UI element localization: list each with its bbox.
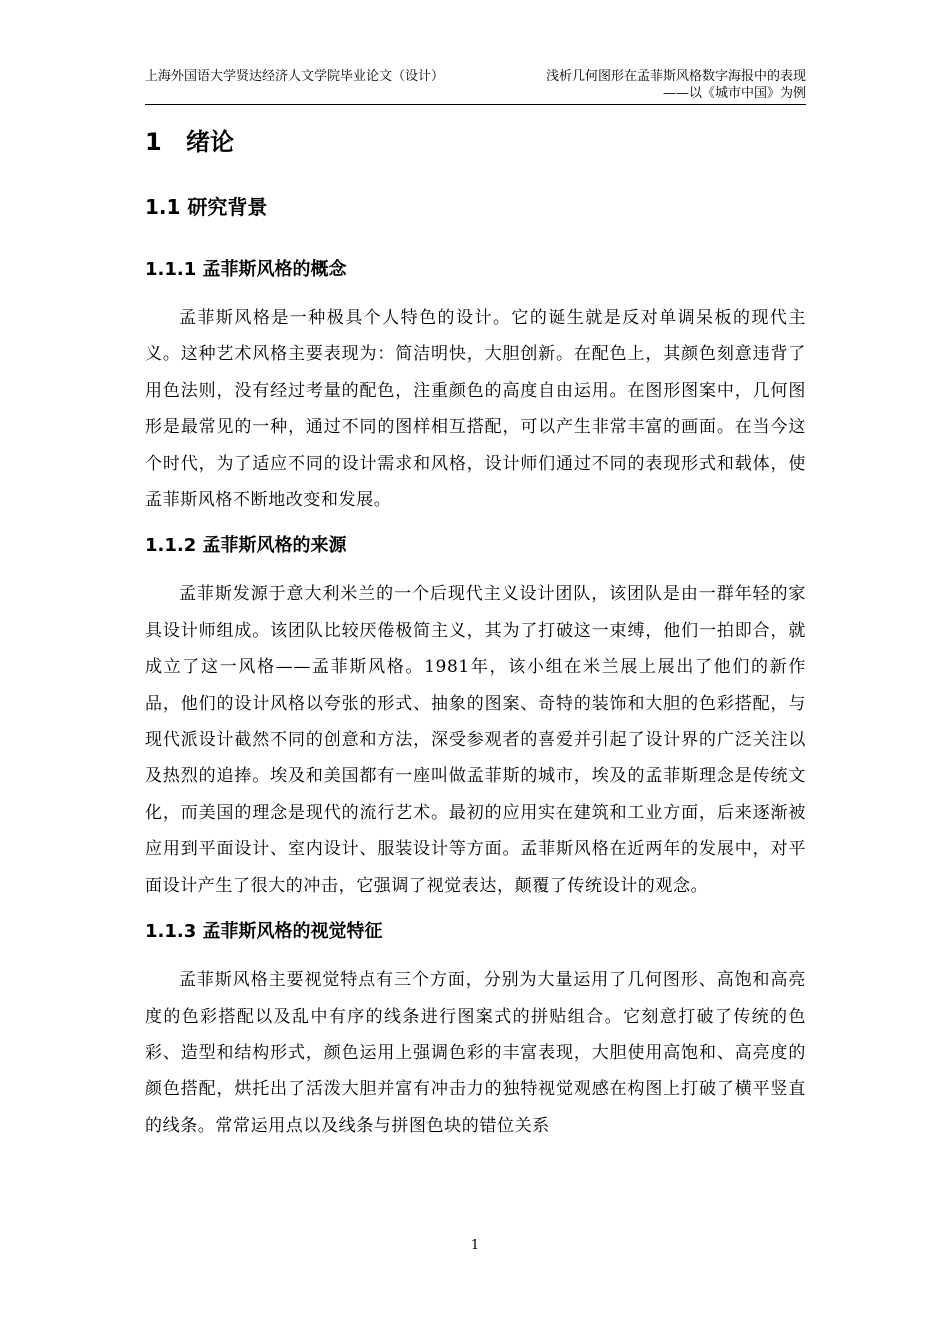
subsection-heading-visual-features: 1.1.3 孟菲斯风格的视觉特征 xyxy=(145,921,383,943)
chapter-title: 绪论 xyxy=(186,128,234,156)
page-number: 1 xyxy=(470,1238,480,1253)
paragraph-visual-features: 孟菲斯风格主要视觉特点有三个方面，分别为大量运用了几何图形、高饱和高亮度的色彩搭配以及乱中有序的线条进行图案式的拼贴组合。它刻意打破了传统的色彩、造型和结构形式，颜色运用上强调色彩的丰富表现，大胆使用高饱和、高亮度的颜色搭配，烘托出了活泼大胆并富有冲击力的独特视觉观感在构图上打破了横平竖直的线条。常常运用点以及线条与拼图色块的错位关系 xyxy=(145,970,806,1136)
page-body xyxy=(145,118,806,1144)
header-title-line1: 浅析几何图形在孟菲斯风格数字海报中的表现 xyxy=(545,69,806,84)
header-thesis-title xyxy=(546,68,806,102)
section-heading: 1.1 研究背景 xyxy=(145,195,268,219)
subsection-heading-concept: 1.1.1 孟菲斯风格的概念 xyxy=(145,259,347,280)
chapter-heading xyxy=(145,118,806,166)
paragraph-concept: 孟菲斯风格是一种极具个人特色的设计。它的诞生就是反对单调呆板的现代主义。这种艺术风格主要表现为：简洁明快，大胆创新。在配色上，其颜色刻意违背了用色法则，没有经过考量的配色，注重颜色的高度自由运用。在图形图案中，几何图形是最常见的一种，通过不同的图样相互搭配，可以产生非常丰富的画面。在当今这个时代，为了适应不同的设计需求和风格，设计师们通过不同的表现形式和载体，使孟菲斯风格不断地改变和发展。 xyxy=(145,308,806,511)
chapter-number: 1 xyxy=(145,128,162,156)
header-title-line2: ——以《城市中国》为例 xyxy=(662,86,806,101)
subsection-heading-origin: 1.1.2 孟菲斯风格的来源 xyxy=(145,535,347,557)
header-institution: 上海外国语大学贤达经济人文学院毕业论文（设计） xyxy=(145,69,445,84)
paragraph-origin: 孟菲斯发源于意大利米兰的一个后现代主义设计团队，该团队是由一群年轻的家具设计师组成。该团队比较厌倦极简主义，其为了打破这一束缚，他们一拍即合，就成立了这一风格——孟菲斯风格。1981年，该小组在米兰展上展出了他们的新作品，他们的设计风格以夸张的形式、抽象的图案、奇特的装饰和大胆的色彩搭配，与现代派设计截然不同的创意和方法，深受参观者的喜爱并引起了设计界的广泛关注以及热烈的追捧。埃及和美国都有一座叫做孟菲斯的城市，埃及的孟菲斯理念是传统文化，而美国的理念是现代的流行艺术。最初的应用实在建筑和工业方面，后来逐渐被应用到平面设计、室内设计、服装设计等方面。孟菲斯风格在近两年的发展中，对平面设计产生了很大的冲击，它强调了视觉表达，颠覆了传统设计的观念。 xyxy=(145,584,806,896)
running-header xyxy=(145,68,806,105)
